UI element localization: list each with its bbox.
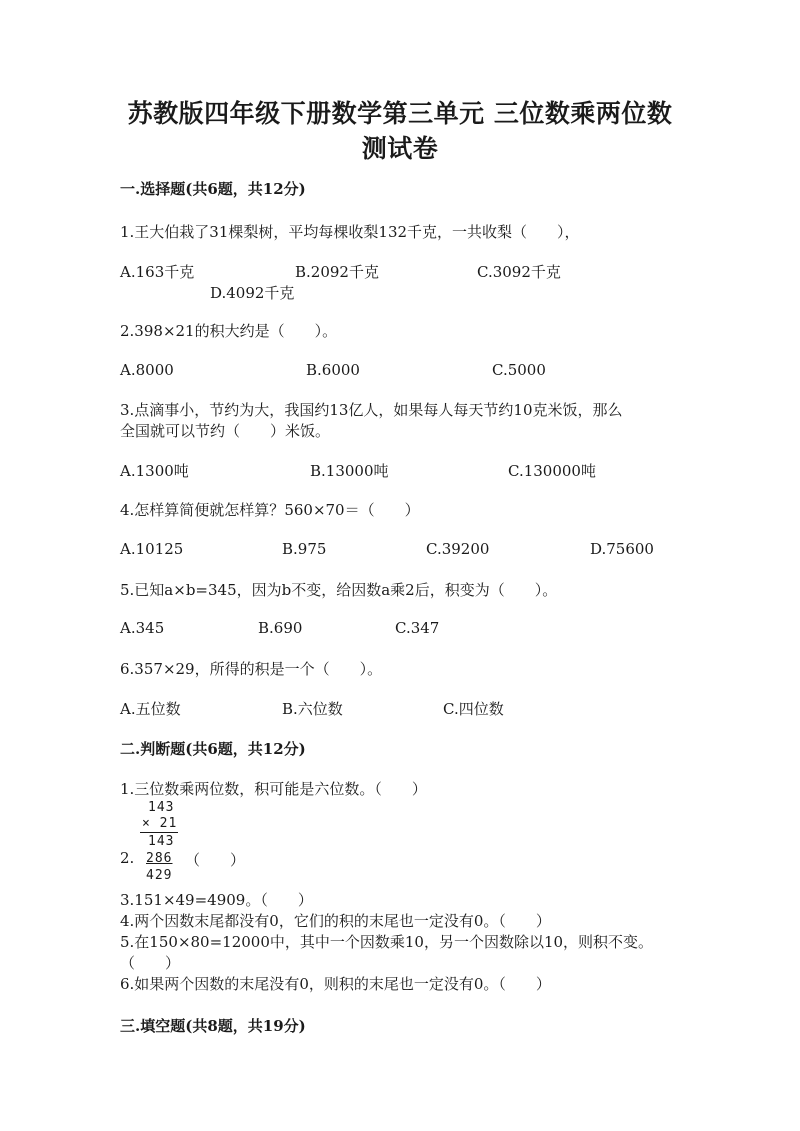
option-d: D.75600 xyxy=(590,540,654,558)
option-a: A.8000 xyxy=(120,361,174,379)
calc-partial-1: 143 xyxy=(148,834,175,849)
question-text: 5.已知a×b=345，因为b不变，给因数a乘2后，积变为（ ）。 xyxy=(120,581,558,599)
calc-rule-top xyxy=(140,832,178,833)
question-text: 4.怎样算简便就怎样算？560×70＝（ ） xyxy=(120,501,420,519)
option-b: B.六位数 xyxy=(282,700,343,718)
page-title-line2: 测试卷 xyxy=(361,134,439,163)
option-b: B.975 xyxy=(282,540,327,558)
option-b: B.6000 xyxy=(306,361,360,379)
option-b: B.13000吨 xyxy=(310,462,389,480)
option-a: A.345 xyxy=(120,619,165,637)
question-text: 5.在150×80=12000中，其中一个因数乘10，另一个因数除以10，则积不变。 xyxy=(120,933,654,951)
option-a: A.10125 xyxy=(120,540,184,558)
option-a: A.163千克 xyxy=(120,263,195,281)
section-header-fill-blank: 三.填空题(共8题，共19分) xyxy=(120,1017,306,1035)
option-c: C.四位数 xyxy=(443,700,504,718)
question-text: 6.357×29，所得的积是一个（ ）。 xyxy=(120,660,383,678)
option-c: C.39200 xyxy=(426,540,490,558)
option-c: C.130000吨 xyxy=(508,462,596,480)
calc-line-multiplier: × 21 xyxy=(142,816,178,831)
option-c: C.5000 xyxy=(492,361,546,379)
question-text: 3.151×49=4909。（ ） xyxy=(120,891,313,909)
calc-line-multiplicand: 143 xyxy=(148,800,175,815)
option-a: A.五位数 xyxy=(120,700,181,718)
question-text: 4.两个因数末尾都没有0，它们的积的末尾也一定没有0。（ ） xyxy=(120,912,551,930)
option-c: C.3092千克 xyxy=(477,263,561,281)
option-a: A.1300吨 xyxy=(120,462,189,480)
question-text: 2.398×21的积大约是（ ）。 xyxy=(120,322,338,340)
question-text-line2: 全国就可以节约（ ）米饭。 xyxy=(120,422,331,440)
question-text: 1.王大伯栽了31棵梨树，平均每棵收梨132千克，一共收梨（ ）， xyxy=(120,223,580,241)
option-b: B.690 xyxy=(258,619,303,637)
option-d: D.4092千克 xyxy=(210,284,295,302)
question-suffix: （ ） xyxy=(185,851,246,869)
option-b: B.2092千克 xyxy=(295,263,379,281)
question-text: 2. xyxy=(120,849,135,867)
section-header-choice: 一.选择题(共6题，共12分) xyxy=(120,180,306,198)
calc-result: 429 xyxy=(146,868,173,883)
question-text: 1.三位数乘两位数，积可能是六位数。（ ） xyxy=(120,780,427,798)
question-text: 6.如果两个因数的末尾没有0，则积的末尾也一定没有0。（ ） xyxy=(120,975,551,993)
option-c: C.347 xyxy=(395,619,440,637)
page-title: 苏教版四年级下册数学第三单元 三位数乘两位数 xyxy=(127,99,673,128)
question-text-line2: （ ） xyxy=(120,954,181,972)
calc-partial-2: 286 xyxy=(146,851,173,866)
section-header-judgment: 二.判断题(共6题，共12分) xyxy=(120,740,306,758)
question-text: 3.点滴事小，节约为大，我国约13亿人，如果每人每天节约10克米饭，那么 xyxy=(120,401,623,419)
